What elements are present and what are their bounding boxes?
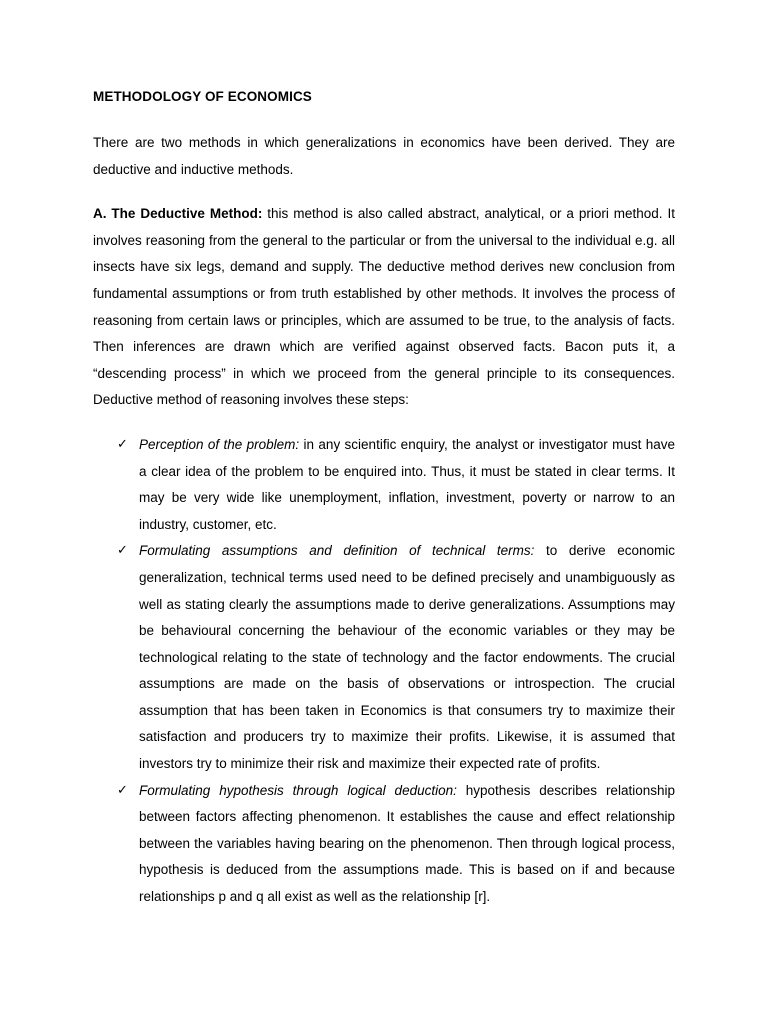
deductive-method-heading: A. The Deductive Method: bbox=[93, 206, 263, 222]
step-label: Formulating hypothesis through logical deduction: bbox=[139, 782, 457, 798]
checkmark-icon: ✓ bbox=[117, 782, 128, 798]
list-item bbox=[93, 538, 675, 777]
deductive-method-paragraph bbox=[93, 201, 675, 414]
checkmark-icon: ✓ bbox=[117, 543, 128, 559]
step-text: in any scientific enquiry, the analyst or investigator must have a clear idea of the problem to be enquired into. Thus, it must be stated in clear terms. It may be very wide like unemployment, inflation, investment, poverty or narrow to an industry, customer, etc. bbox=[139, 436, 675, 532]
step-label: Formulating assumptions and definition of technical terms: bbox=[139, 543, 535, 559]
step-text: to derive economic generalization, technical terms used need to be defined precisely and unambiguously as well as stating clearly the assumptions made to derive generalizations. Assumptions may be behavioural concerning the behaviour of the economic variables or they may be technological relating to the state of technology and the factor endowments. The crucial assumptions are made on the basis of observations or introspection. The crucial assumption that has been taken in Economics is that consumers try to maximize their satisfaction and producers try to maximize their profits. Likewise, it is assumed that investors try to minimize their risk and maximize their expected rate of profits. bbox=[139, 543, 675, 772]
document-page bbox=[93, 86, 675, 911]
deductive-method-text: this method is also called abstract, analytical, or a priori method. It involves reasoning from the general to the particular or from the universal to the individual e.g. all insects have six legs, demand and supply. The deductive method derives new conclusion from fundamental assumptions or from truth established by other methods. It involves the process of reasoning from certain laws or principles, which are assumed to be true, to the analysis of facts. Then inferences are drawn which are verified against observed facts. Bacon puts it, a “descending process” in which we proceed from the general principle to its consequences. Deductive method of reasoning involves these steps: bbox=[93, 206, 676, 408]
deductive-steps-list bbox=[93, 432, 675, 911]
step-label: Perception of the problem: bbox=[139, 436, 300, 452]
checkmark-icon: ✓ bbox=[117, 436, 128, 452]
list-item bbox=[93, 778, 675, 911]
intro-paragraph: There are two methods in which generalizations in economics have been derived. They are deductive and inductive methods. bbox=[93, 135, 675, 177]
document-title: METHODOLOGY OF ECONOMICS bbox=[93, 89, 312, 104]
step-text: hypothesis describes relationship between factors affecting phenomenon. It establishes the cause and effect relationship between the variables having bearing on the phenomenon. Then through logical process, hypothesis is deduced from the assumptions made. This is based on if and because relationships p and q all exist as well as the relationship [r]. bbox=[139, 782, 675, 905]
list-item bbox=[93, 432, 675, 538]
